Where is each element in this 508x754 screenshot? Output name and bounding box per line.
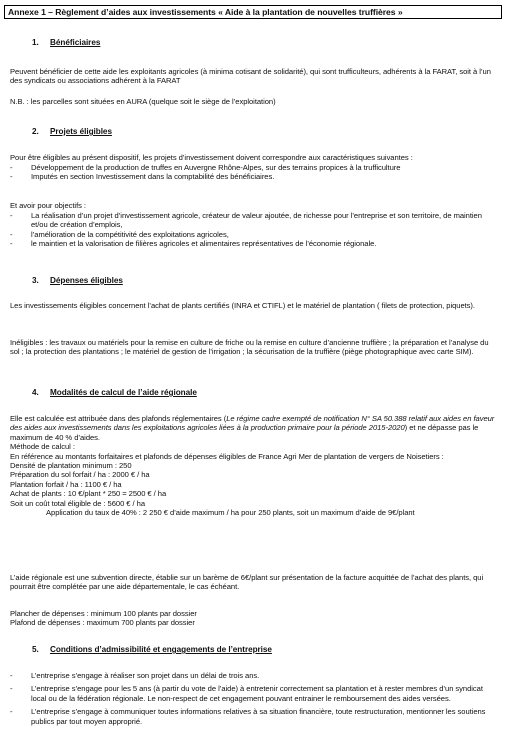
section-5-heading: 5. Conditions d’admissibilité et engagements de l’entreprise [32, 645, 272, 654]
density-line: Densité de plantation minimum : 250 [10, 461, 132, 471]
list-item: - La réalisation d’un projet d’investissement agricole, créateur de valeur ajoutée, de richesse pour l’entreprise et son territoire, de maintien et/ou de création d’emplois, [10, 211, 482, 230]
section-2-objectives-intro: Et avoir pour objectifs : [10, 201, 86, 210]
rate-application-line: Application du taux de 40% : 2 250 € d’aide maximum / ha pour 250 plants, soit un maximum d’aide de 9€/plant [46, 508, 415, 518]
list-item: - le maintien et la valorisation de filières agricoles et alimentaires représentatives de l’économie régionale. [10, 239, 377, 249]
section-2-heading: 2. Projets éligibles [32, 127, 112, 136]
section-1-nb [10, 97, 498, 106]
section-5-commitments-list [10, 671, 500, 726]
nb-paragraph: N.B. : les parcelles sont situées en AURA (quelque soit le siège de l’exploitation) [10, 97, 276, 106]
list-item: - Développement de la production de truffes en Auvergne Rhône-Alpes, sur des terrains propices à la trufficulture [10, 163, 401, 172]
list-item: - L’entreprise s’engage à réaliser son projet dans un délai de trois ans. [10, 671, 260, 680]
section-2-objectives-list [10, 211, 500, 249]
beneficiaries-paragraph: Peuvent bénéficier de cette aide les exploitants agricoles (à minima cotisant de solidarité), qui sont trufficulteurs, adhérents à la FARAT, soit à l’un des syndicats ou associations adhérent à la FARAT [10, 67, 491, 86]
section-4-limits [10, 609, 498, 628]
soil-preparation-line: Préparation du sol forfait / ha : 2000 € / ha [10, 470, 150, 480]
list-item: - l’amélioration de la compétitivité des exploitations agricoles, [10, 229, 229, 239]
total-cost-line: Soit un coût total éligible de : 5600 € / ha [10, 498, 146, 508]
section-1-body [10, 67, 498, 86]
floor-line: Plancher de dépenses : minimum 100 plants par dossier [10, 609, 197, 618]
section-4-heading: 4. Modalités de calcul de l’aide régionale [32, 388, 197, 397]
section-2-intro: Pour être éligibles au présent dispositif, les projets d’investissement doivent correspondre aux caractéristiques suivantes : [10, 153, 413, 162]
plants-purchase-line: Achat de plants : 10 €/plant * 250 = 2500 € / ha [10, 489, 167, 499]
section-2-criteria-list [10, 163, 500, 182]
list-item: - Imputés en section Investissement dans la comptabilité des bénéficiaires. [10, 172, 275, 182]
section-4-subsidy-paragraph: L’aide régionale est une subvention directe, établie sur un barème de 6€/plant sur présentation de la facture acquittée de l’achat des plants, qui pourrait être complétée par une aide départementale, le cas échéant. [10, 573, 484, 592]
section-1-heading: 1. Bénéficiaires [32, 38, 101, 47]
ceiling-line: Plafond de dépenses : maximum 700 plants par dossier [10, 618, 195, 628]
section-4-calculation-paragraph: Elle est calculée est attribuée dans des plafonds réglementaires (Le régime cadre exempté de notification N° SA 50.388 relatif aux aides en faveur des aides aux investissements dans les exploitations agricoles liées à la production primaire pour la période 2015-2020) et ne dépasse pas le maximum de 40 % d’aides. Méthode de calcul : En référence au montants forfaitaires et plafonds de dépenses éligibles de France Agri Mer de plantation de vergers de Noisetiers : Densité de plantation minimum : 250 Préparation du sol forfait / ha : 2000 € / ha Plantation forfait / ha : 1100 € / ha Achat de plants : 10 €/plant * 250 = 2500 € / ha Soit un coût total éligible de : 5600 € / ha Application du taux de 40% : 2 250 € d’aide maximum / ha pour 250 plants, soit un maximum d’aide de 9€/plant [10, 414, 498, 517]
list-item: - L’entreprise s’engage à communiquer toutes informations relatives à sa situation financière, toute restructuration, mentionner les soutiens publics par tout moyen approprié. [10, 707, 486, 726]
plantation-line: Plantation forfait / ha : 1100 € / ha [10, 479, 122, 489]
list-item: - L’entreprise s’engage pour les 5 ans (à partir du vote de l’aide) à entretenir correctement sa plantation et à rester membres d’un syndicat local ou de la fédération régionale. Le non-respect de cet engagement pouvant entrainer le remboursement des aides versées. [10, 684, 483, 703]
section-3-eligible: Les investissements éligibles concernent l’achat de plants certifiés (INRA et CTIFL) et le matériel de plantation ( filets de protection, piquets). [10, 301, 475, 310]
section-3-ineligible: Inéligibles : les travaux ou matériels pour la remise en culture de friche ou la remise en culture d’ancienne truffière ; la préparation et l’analyse du sol ; la protection des plantations ; le matériel de gestion de l’irrigation ; la sécurisation de la truffière (piège photographique avec carte SIM). [10, 338, 489, 357]
section-3-heading: 3. Dépenses éligibles [32, 276, 123, 285]
annex-title: Annexe 1 – Règlement d’aides aux investissements « Aide à la plantation de nouvelles truffières » [4, 5, 502, 19]
